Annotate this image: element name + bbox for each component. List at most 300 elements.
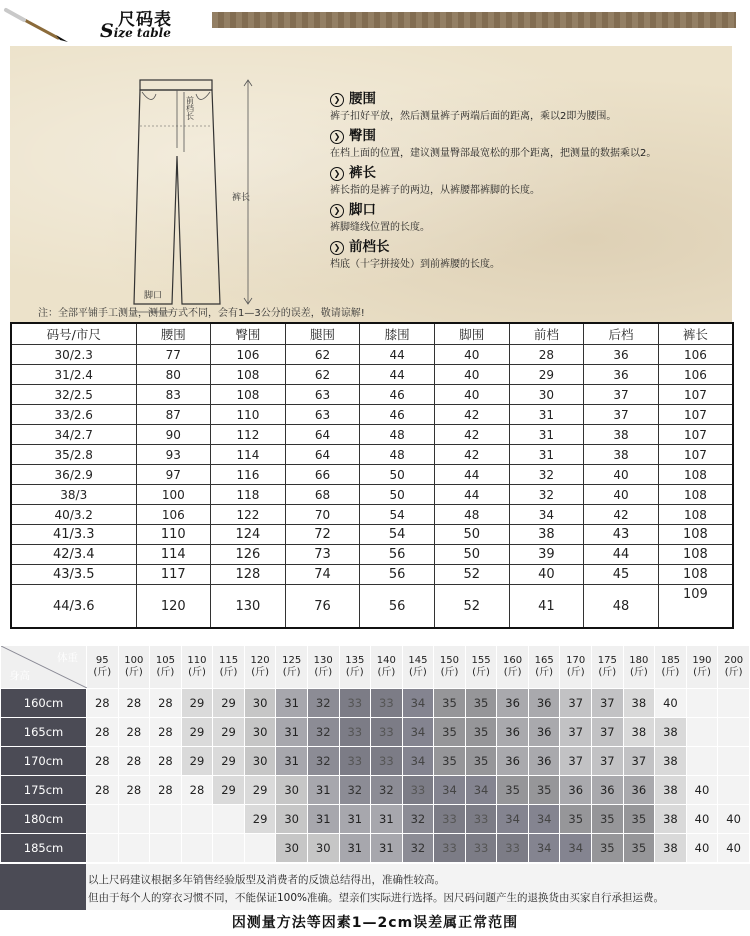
size-value-cell: 46 [360, 385, 435, 405]
waist-size-cell: 36 [560, 776, 592, 805]
weight-header-cell [150, 646, 182, 689]
waist-size-cell: 33 [339, 689, 371, 718]
size-value-cell: 108 [658, 465, 733, 485]
waist-size-cell: 31 [339, 805, 371, 834]
weight-header-cell [497, 646, 529, 689]
waist-size-cell: 35 [623, 834, 655, 863]
size-value-cell: 52 [435, 585, 510, 629]
weight-header-cell [718, 646, 750, 689]
waist-size-cell [718, 718, 750, 747]
weight-value: 135 [345, 655, 365, 666]
weight-header-cell [528, 646, 560, 689]
waist-size-cell: 34 [560, 834, 592, 863]
waist-size-cell: 31 [307, 776, 339, 805]
weight-value: 185 [660, 655, 680, 666]
header-cell: 码号/市尺 [11, 323, 136, 345]
definition-title: 裤长 [349, 165, 376, 181]
size-code-cell: 35/2.8 [11, 445, 136, 465]
waist-size-cell [150, 805, 182, 834]
waist-size-cell: 35 [434, 747, 466, 776]
arrow-circle-icon: ❯ [330, 93, 344, 107]
definition-length [330, 164, 720, 201]
size-value-cell: 128 [211, 565, 286, 585]
waist-size-cell: 28 [150, 776, 182, 805]
arrow-circle-icon: ❯ [330, 130, 344, 144]
weight-value: 125 [282, 655, 302, 666]
weight-header-cell [371, 646, 403, 689]
waist-size-cell: 37 [560, 689, 592, 718]
waist-size-cell: 34 [528, 805, 560, 834]
size-value-cell: 48 [360, 425, 435, 445]
arrow-circle-icon: ❯ [330, 241, 344, 255]
waist-size-cell: 30 [244, 689, 276, 718]
waist-size-cell: 33 [434, 805, 466, 834]
height-row [1, 747, 750, 776]
waist-size-cell [181, 834, 213, 863]
size-value-cell: 90 [136, 425, 211, 445]
weight-unit: (斤) [188, 667, 206, 678]
weight-unit: (斤) [629, 667, 648, 678]
size-value-cell: 42 [584, 505, 659, 525]
size-value-cell: 34 [509, 505, 584, 525]
size-value-cell: 48 [584, 585, 659, 629]
waist-size-cell: 35 [592, 834, 624, 863]
weight-unit: (斤) [503, 667, 522, 678]
waist-size-cell: 32 [371, 776, 403, 805]
waist-size-cell: 33 [465, 834, 497, 863]
size-value-cell: 62 [285, 345, 360, 365]
definition-waist [330, 90, 720, 127]
size-value-cell: 38 [509, 525, 584, 545]
waist-size-cell: 36 [592, 776, 624, 805]
waist-size-cell: 29 [244, 805, 276, 834]
pants-diagram [120, 76, 290, 316]
size-row [11, 345, 733, 365]
size-value-cell: 48 [435, 505, 510, 525]
definition-text: 裤子扣好平放，然后测量裤子两端后面的距离，乘以2即为腰围。 [330, 111, 617, 122]
size-value-cell: 42 [435, 425, 510, 445]
weight-value: 165 [534, 655, 554, 666]
waist-size-cell: 28 [181, 776, 213, 805]
decorative-band [212, 12, 736, 28]
waist-size-cell: 40 [718, 805, 750, 834]
definition-text: 裤长指的是裤子的两边，从裤腰都裤脚的长度。 [330, 185, 540, 196]
size-value-cell: 44 [360, 365, 435, 385]
definition-text: 裤脚缝线位置的长度。 [330, 222, 430, 233]
waist-size-cell: 40 [655, 689, 687, 718]
definition-hip [330, 127, 720, 164]
size-value-cell: 126 [211, 545, 286, 565]
size-value-cell: 116 [211, 465, 286, 485]
definition-text: 档底（十字拼接处）到前裤腰的长度。 [330, 259, 500, 270]
weight-header-cell [118, 646, 150, 689]
definitions-list [330, 90, 720, 275]
height-label-cell: 160cm [1, 689, 87, 718]
waist-size-cell: 37 [623, 747, 655, 776]
size-row [11, 525, 733, 545]
waist-size-cell: 29 [213, 776, 245, 805]
weight-unit: (斤) [566, 667, 585, 678]
size-value-cell: 117 [136, 565, 211, 585]
size-value-cell: 31 [509, 425, 584, 445]
weight-unit: (斤) [661, 667, 680, 678]
waist-size-cell: 36 [528, 718, 560, 747]
size-value-cell: 42 [435, 445, 510, 465]
waist-size-cell: 28 [150, 689, 182, 718]
weight-header-cell [560, 646, 592, 689]
size-value-cell: 106 [136, 505, 211, 525]
height-row [1, 834, 750, 863]
waist-size-cell: 31 [276, 718, 308, 747]
size-code-cell: 32/2.5 [11, 385, 136, 405]
size-value-cell: 41 [509, 585, 584, 629]
waist-size-cell: 35 [465, 718, 497, 747]
waist-size-cell: 33 [339, 718, 371, 747]
waist-size-cell: 28 [87, 718, 119, 747]
header-cell: 脚围 [435, 323, 510, 345]
weight-header-row [1, 646, 750, 689]
size-code-cell: 36/2.9 [11, 465, 136, 485]
weight-header-cell [623, 646, 655, 689]
size-value-cell: 28 [509, 345, 584, 365]
weight-unit: (斤) [314, 667, 333, 678]
size-value-cell: 56 [360, 585, 435, 629]
size-row [11, 405, 733, 425]
size-code-cell: 41/3.3 [11, 525, 136, 545]
waist-size-cell: 38 [655, 718, 687, 747]
waist-size-cell [213, 805, 245, 834]
waist-size-cell: 33 [371, 689, 403, 718]
waist-size-cell [718, 747, 750, 776]
waist-size-cell [686, 689, 718, 718]
weight-unit: (斤) [93, 667, 112, 678]
measurement-note: 注：全部平铺手工测量，测量方式不同，会有1—3公分的误差，敬请谅解! [38, 308, 365, 319]
size-value-cell: 46 [360, 405, 435, 425]
waist-size-cell: 29 [213, 747, 245, 776]
size-value-cell: 93 [136, 445, 211, 465]
definition-title: 臀围 [349, 128, 376, 144]
size-value-cell: 108 [658, 565, 733, 585]
weight-unit: (斤) [345, 667, 364, 678]
waist-size-cell: 29 [181, 718, 213, 747]
size-value-cell: 80 [136, 365, 211, 385]
size-value-cell: 45 [584, 565, 659, 585]
weight-header-cell [434, 646, 466, 689]
definition-hem [330, 201, 720, 238]
waist-size-cell: 34 [465, 776, 497, 805]
size-value-cell: 108 [658, 545, 733, 565]
size-value-cell: 32 [509, 465, 584, 485]
waist-size-cell: 35 [560, 805, 592, 834]
logo-title-en [100, 20, 171, 42]
waist-size-cell: 31 [371, 834, 403, 863]
weight-value: 110 [187, 655, 207, 666]
footnote-text [86, 864, 750, 910]
size-code-cell: 31/2.4 [11, 365, 136, 385]
waist-size-cell: 32 [307, 747, 339, 776]
size-value-cell: 64 [285, 425, 360, 445]
waist-size-cell: 32 [307, 689, 339, 718]
waist-size-cell: 32 [339, 776, 371, 805]
arrow-circle-icon: ❯ [330, 167, 344, 181]
waist-size-cell: 38 [655, 805, 687, 834]
size-value-cell: 100 [136, 485, 211, 505]
waist-size-cell [87, 805, 119, 834]
size-value-cell: 108 [658, 525, 733, 545]
size-value-cell: 56 [360, 545, 435, 565]
size-value-cell: 56 [360, 565, 435, 585]
weight-unit: (斤) [440, 667, 459, 678]
waist-size-cell: 33 [402, 776, 434, 805]
waist-size-cell: 36 [497, 747, 529, 776]
waist-size-cell: 33 [339, 747, 371, 776]
weight-value: 190 [692, 655, 712, 666]
logo-title-en-initial: S [100, 20, 114, 42]
size-value-cell: 48 [360, 445, 435, 465]
waist-size-cell [686, 718, 718, 747]
size-table [10, 322, 734, 629]
size-value-cell: 50 [360, 465, 435, 485]
waist-size-cell: 34 [434, 776, 466, 805]
waist-size-cell: 28 [118, 747, 150, 776]
header-cell: 裤长 [658, 323, 733, 345]
size-value-cell: 108 [658, 505, 733, 525]
weight-value: 155 [471, 655, 491, 666]
size-value-cell: 40 [584, 485, 659, 505]
size-row [11, 545, 733, 565]
waist-size-cell: 37 [592, 747, 624, 776]
weight-header-cell [87, 646, 119, 689]
waist-size-cell: 37 [560, 747, 592, 776]
waist-size-cell: 28 [87, 747, 119, 776]
size-value-cell: 30 [509, 385, 584, 405]
header-cell: 腿围 [285, 323, 360, 345]
size-value-cell: 107 [658, 425, 733, 445]
size-value-cell: 107 [658, 405, 733, 425]
weight-unit: (斤) [693, 667, 711, 678]
size-value-cell: 32 [509, 485, 584, 505]
waist-size-cell: 34 [497, 805, 529, 834]
size-value-cell: 37 [584, 385, 659, 405]
size-value-cell: 40 [435, 345, 510, 365]
weight-unit: (斤) [251, 667, 269, 678]
waist-size-cell: 33 [465, 805, 497, 834]
weight-header-cell [402, 646, 434, 689]
size-code-cell: 40/3.2 [11, 505, 136, 525]
size-value-cell: 130 [211, 585, 286, 629]
bottom-title: 因测量方法等因素1—2cm误差属正常范围 [231, 915, 519, 931]
logo-title-en-rest: ize table [113, 26, 171, 40]
paintbrush-icon [2, 4, 72, 44]
size-value-cell: 73 [285, 545, 360, 565]
waist-size-cell: 40 [718, 834, 750, 863]
size-value-cell: 66 [285, 465, 360, 485]
waist-size-cell: 30 [244, 747, 276, 776]
size-value-cell: 107 [658, 445, 733, 465]
waist-size-cell: 34 [402, 747, 434, 776]
waist-size-cell: 40 [686, 776, 718, 805]
waist-size-cell: 35 [592, 805, 624, 834]
size-value-cell: 62 [285, 365, 360, 385]
header-cell: 臀围 [211, 323, 286, 345]
waist-size-cell: 28 [118, 776, 150, 805]
weight-header-cell [181, 646, 213, 689]
waist-size-cell: 36 [528, 689, 560, 718]
height-row [1, 805, 750, 834]
waist-size-cell: 29 [244, 776, 276, 805]
weight-header-cell [307, 646, 339, 689]
size-value-cell: 54 [360, 505, 435, 525]
weight-value: 115 [218, 655, 239, 666]
size-value-cell: 110 [211, 405, 286, 425]
size-value-cell: 74 [285, 565, 360, 585]
size-code-cell: 30/2.3 [11, 345, 136, 365]
height-row [1, 689, 750, 718]
waist-size-cell: 35 [465, 747, 497, 776]
waist-size-cell: 35 [465, 689, 497, 718]
waist-size-cell: 32 [307, 718, 339, 747]
waist-size-cell [244, 834, 276, 863]
size-value-cell: 108 [211, 365, 286, 385]
waist-size-cell: 28 [118, 718, 150, 747]
weight-header-cell [592, 646, 624, 689]
size-row [11, 485, 733, 505]
waist-size-cell: 32 [402, 805, 434, 834]
waist-size-cell: 40 [686, 834, 718, 863]
size-value-cell: 44 [435, 485, 510, 505]
waist-size-cell: 30 [244, 718, 276, 747]
size-row [11, 445, 733, 465]
waist-size-cell: 35 [434, 718, 466, 747]
size-value-cell: 40 [435, 385, 510, 405]
definition-title: 腰围 [349, 91, 376, 107]
height-label-cell: 165cm [1, 718, 87, 747]
weight-value: 140 [376, 655, 396, 666]
size-row [11, 565, 733, 585]
size-value-cell: 50 [435, 545, 510, 565]
size-value-cell: 76 [285, 585, 360, 629]
waist-size-cell: 38 [623, 718, 655, 747]
header-cell: 后档 [584, 323, 659, 345]
size-value-cell: 124 [211, 525, 286, 545]
waist-size-cell: 36 [528, 747, 560, 776]
waist-size-cell [118, 834, 150, 863]
size-value-cell: 42 [435, 405, 510, 425]
size-value-cell: 44 [435, 465, 510, 485]
waist-size-cell: 30 [307, 834, 339, 863]
waist-size-cell: 29 [181, 689, 213, 718]
height-label-cell: 170cm [1, 747, 87, 776]
size-value-cell: 106 [211, 345, 286, 365]
waist-size-cell: 31 [276, 747, 308, 776]
size-value-cell: 109 [658, 585, 733, 629]
size-value-cell: 50 [435, 525, 510, 545]
waist-size-cell: 34 [402, 689, 434, 718]
measurement-panel [10, 46, 732, 322]
weight-value: 130 [313, 655, 333, 666]
waist-size-cell: 28 [118, 689, 150, 718]
size-value-cell: 54 [360, 525, 435, 545]
size-row [11, 505, 733, 525]
size-value-cell: 110 [136, 525, 211, 545]
waist-size-cell [87, 834, 119, 863]
size-row [11, 585, 733, 629]
waist-size-cell: 35 [623, 805, 655, 834]
size-value-cell: 44 [360, 345, 435, 365]
size-value-cell: 31 [509, 445, 584, 465]
size-value-cell: 120 [136, 585, 211, 629]
size-value-cell: 114 [136, 545, 211, 565]
size-value-cell: 108 [658, 485, 733, 505]
waist-size-cell: 35 [497, 776, 529, 805]
waist-size-cell [718, 776, 750, 805]
size-value-cell: 29 [509, 365, 584, 385]
weight-value: 105 [155, 655, 175, 666]
height-row [1, 776, 750, 805]
waist-size-cell [118, 805, 150, 834]
size-value-cell: 40 [584, 465, 659, 485]
waist-size-cell: 37 [592, 718, 624, 747]
size-value-cell: 72 [285, 525, 360, 545]
weight-value: 95 [95, 655, 109, 666]
size-value-cell: 97 [136, 465, 211, 485]
weight-value: 200 [724, 655, 744, 666]
weight-unit: (斤) [598, 667, 617, 678]
size-row [11, 385, 733, 405]
waist-size-cell: 29 [213, 689, 245, 718]
weight-unit: (斤) [156, 667, 175, 678]
waist-size-cell: 38 [655, 776, 687, 805]
footnote-line-2: 但由于每个人的穿衣习惯不同，不能保证100%准确。望亲们实际进行选择。因尺码问题产生的退换货由买家自行承担运费。 [88, 892, 665, 904]
header-cell: 膝围 [360, 323, 435, 345]
waist-size-cell: 30 [276, 834, 308, 863]
height-label: 身高 [9, 670, 30, 682]
height-label-cell: 175cm [1, 776, 87, 805]
header-cell: 腰围 [136, 323, 211, 345]
waist-size-cell: 38 [655, 834, 687, 863]
waist-size-cell: 28 [150, 718, 182, 747]
waist-size-cell: 32 [402, 834, 434, 863]
weight-label: 体重 [57, 652, 78, 664]
waist-size-cell: 29 [213, 718, 245, 747]
arrow-circle-icon: ❯ [330, 204, 344, 218]
weight-header-cell [465, 646, 497, 689]
size-value-cell: 87 [136, 405, 211, 425]
waist-size-cell: 34 [528, 834, 560, 863]
weight-unit: (斤) [282, 667, 301, 678]
size-value-cell: 106 [658, 365, 733, 385]
size-value-cell: 118 [211, 485, 286, 505]
weight-value: 100 [124, 655, 144, 666]
waist-size-cell: 31 [371, 805, 403, 834]
size-value-cell: 40 [509, 565, 584, 585]
size-value-cell: 38 [584, 425, 659, 445]
weight-unit: (斤) [535, 667, 554, 678]
size-value-cell: 44 [584, 545, 659, 565]
waist-size-cell: 30 [276, 805, 308, 834]
waist-size-cell: 33 [497, 834, 529, 863]
weight-header-cell [339, 646, 371, 689]
size-value-cell: 83 [136, 385, 211, 405]
weight-unit: (斤) [472, 667, 490, 678]
weight-header-cell [213, 646, 245, 689]
size-code-cell: 42/3.4 [11, 545, 136, 565]
size-row [11, 465, 733, 485]
waist-size-cell: 28 [87, 689, 119, 718]
waist-size-cell: 35 [434, 689, 466, 718]
waist-size-cell [718, 689, 750, 718]
waist-size-cell: 31 [339, 834, 371, 863]
